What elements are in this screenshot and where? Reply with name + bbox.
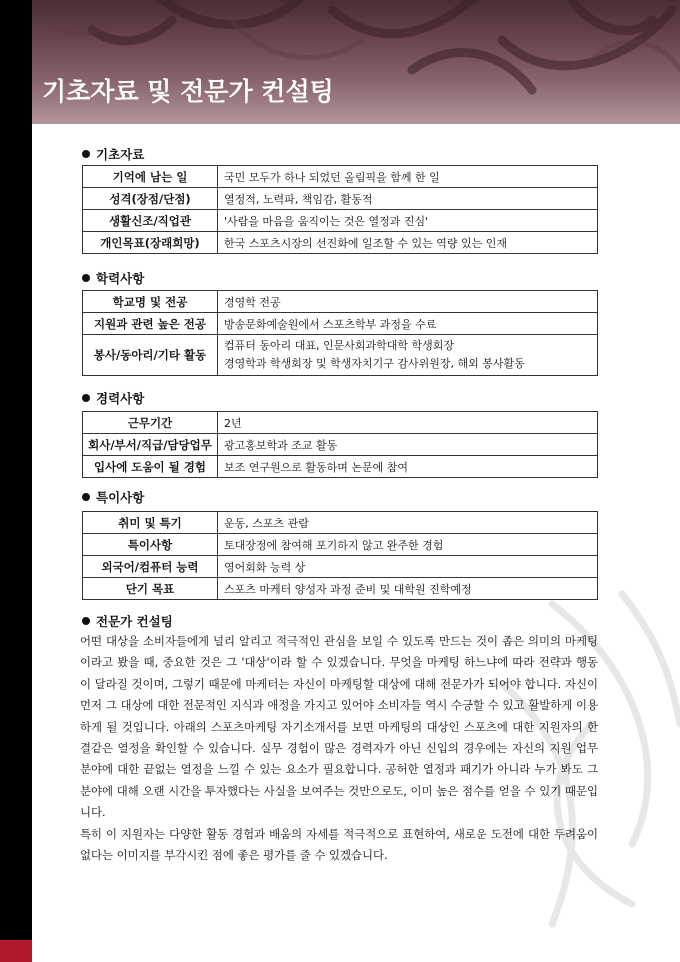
row-label: 개인목표(장래희망) xyxy=(83,232,218,254)
table-row xyxy=(83,578,598,600)
table-row xyxy=(83,166,598,188)
row-value: 운동, 스포츠 관람 xyxy=(218,512,598,534)
row-value: 2년 xyxy=(218,412,598,434)
row-label: 생활신조/직업관 xyxy=(83,210,218,232)
basic-info-table xyxy=(82,165,598,254)
row-label: 근무기간 xyxy=(83,412,218,434)
section-heading-special xyxy=(82,488,144,506)
left-red-accent xyxy=(0,940,32,962)
row-value: 방송문화예술원에서 스포츠학부 과정을 수료 xyxy=(218,313,598,335)
row-label: 입사에 도움이 될 경험 xyxy=(83,456,218,478)
row-label: 단기 목표 xyxy=(83,578,218,600)
row-label: 취미 및 특기 xyxy=(83,512,218,534)
row-label: 봉사/동아리/기타 활동 xyxy=(83,335,218,376)
bullet-icon xyxy=(82,617,90,625)
page-title: 기초자료 및 전문가 컨설팅 xyxy=(42,77,334,106)
bullet-icon xyxy=(82,274,90,282)
row-value: 스포츠 마케터 양성자 과정 준비 및 대학원 진학예정 xyxy=(218,578,598,600)
row-label: 회사/부서/직급/담당업무 xyxy=(83,434,218,456)
consulting-body xyxy=(80,631,598,866)
section-heading-text: 학력사항 xyxy=(96,271,145,286)
row-label: 특이사항 xyxy=(83,534,218,556)
section-heading-education xyxy=(82,269,144,287)
section-heading-text: 경력사항 xyxy=(96,391,145,406)
section-heading-text: 전문가 컨설팅 xyxy=(96,614,173,629)
row-label: 학교명 및 전공 xyxy=(83,291,218,313)
row-value: 열정적, 노력파, 책임감, 활동적 xyxy=(218,188,598,210)
table-row xyxy=(83,291,598,313)
table-row xyxy=(83,412,598,434)
row-value: 한국 스포츠시장의 선진화에 일조할 수 있는 역량 있는 인재 xyxy=(218,232,598,254)
consulting-paragraph: 어떤 대상을 소비자들에게 널리 알리고 적극적인 관심을 보일 수 있도록 만드는 것이 좁은 의미의 마케팅이라고 봤을 때, 중요한 것은 그 '대상'이라 할 수 있겠습니다. 무엇을 마케팅 하느냐에 따라 전략과 행동이 달라질 것이며, 그렇기 때문에 마케터는 자신이 마케팅할 대상에 대해 전문가가 되어야 합니다. 자신이 먼저 그 대상에 대한 전문적인 지식과 애정을 가지고 있어야 소비자들 역시 수긍할 수 있고 활발하게 이용하게 될 것입니다. 아래의 스포츠마케팅 자기소개서를 보면 마케팅의 대상인 스포츠에 대한 지원자의 한결같은 열정을 확인할 수 있습니다. 실무 경험이 많은 경력자가 아닌 신입의 경우에는 자신의 지원 업무 분야에 대한 끝없는 열정을 느낄 수 있는 요소가 필요합니다. 공허한 열정과 패기가 아니라 누가 봐도 그 분야에 대해 오랜 시간을 투자했다는 사실을 보여주는 것만으로도, 이미 높은 점수를 얻을 수 있기 때문입니다. xyxy=(80,634,598,820)
special-table xyxy=(82,511,598,600)
row-value: 영어회화 능력 상 xyxy=(218,556,598,578)
row-value: 토대장정에 참여해 포기하지 않고 완주한 경험 xyxy=(218,534,598,556)
section-heading-career xyxy=(82,389,144,407)
table-row xyxy=(83,534,598,556)
career-table xyxy=(82,411,598,478)
row-label: 지원과 관련 높은 전공 xyxy=(83,313,218,335)
row-value: 국민 모두가 하나 되었던 올림픽을 함께 한 일 xyxy=(218,166,598,188)
row-value: '사람을 마음을 움직이는 것은 열정과 진심' xyxy=(218,210,598,232)
table-row xyxy=(83,313,598,335)
section-heading-text: 기초자료 xyxy=(96,147,145,162)
bullet-icon xyxy=(82,150,90,158)
table-row xyxy=(83,188,598,210)
row-label: 외국어/컴퓨터 능력 xyxy=(83,556,218,578)
row-value xyxy=(218,335,598,376)
consulting-paragraph: 특히 이 지원자는 다양한 활동 경험과 배움의 자세를 적극적으로 표현하여, 새로운 도전에 대한 두려움이 없다는 이미지를 부각시킨 점에 좋은 평가를 줄 수 있겠습니다. xyxy=(80,826,598,863)
row-value: 광고홍보학과 조교 활동 xyxy=(218,434,598,456)
table-row xyxy=(83,210,598,232)
row-label: 기억에 남는 일 xyxy=(83,166,218,188)
table-row xyxy=(83,512,598,534)
row-value: 보조 연구원으로 활동하며 논문에 참여 xyxy=(218,456,598,478)
activity-line-2: 경영학과 학생회장 및 학생자치기구 감사위원장, 해외 봉사활동 xyxy=(224,357,525,370)
education-table xyxy=(82,290,598,376)
row-value: 경영학 전공 xyxy=(218,291,598,313)
section-heading-consulting xyxy=(82,612,173,630)
bullet-icon xyxy=(82,394,90,402)
activity-line-1: 컴퓨터 동아리 대표, 인문사회과학대학 학생회장 xyxy=(224,339,455,352)
table-row xyxy=(83,456,598,478)
section-heading-basic xyxy=(82,145,144,163)
table-row xyxy=(83,335,598,376)
table-row xyxy=(83,232,598,254)
section-heading-text: 특이사항 xyxy=(96,490,145,505)
bullet-icon xyxy=(82,493,90,501)
table-row xyxy=(83,434,598,456)
row-label: 성격(장점/단점) xyxy=(83,188,218,210)
left-side-bar xyxy=(0,0,32,962)
table-row xyxy=(83,556,598,578)
